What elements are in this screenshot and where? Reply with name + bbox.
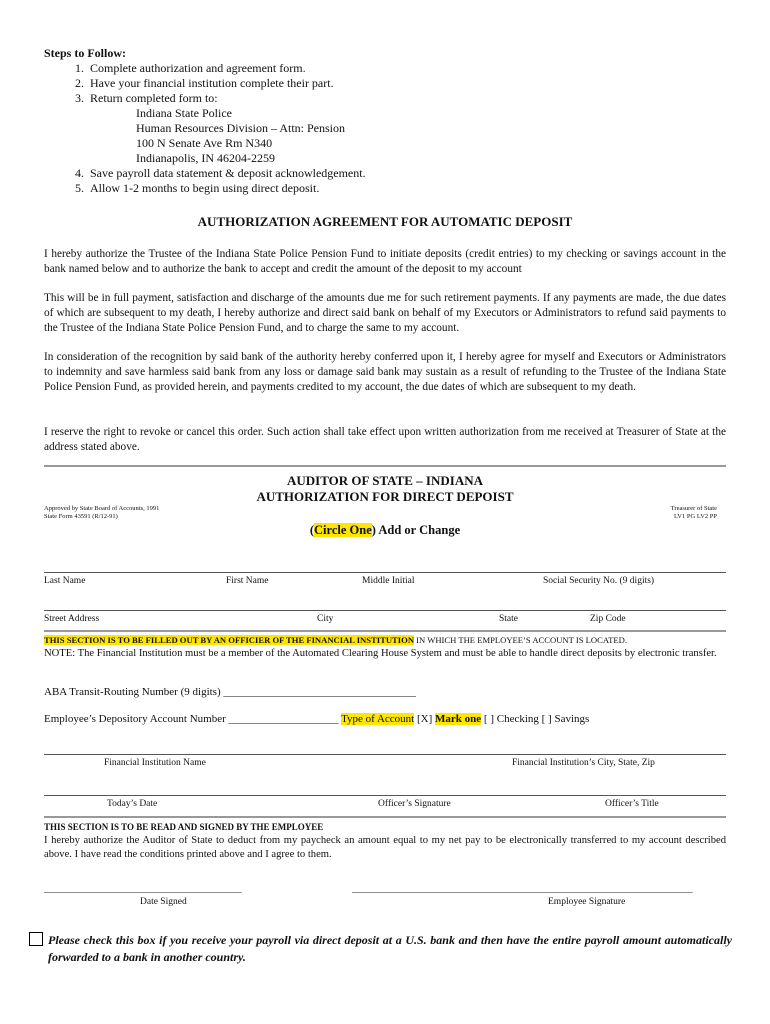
add-or-change-label: ) Add or Change [371, 523, 461, 537]
step-text: Have your financial institution complete their part. [90, 76, 334, 90]
officer-row-line[interactable] [44, 795, 726, 796]
agreement-paragraph-1: I hereby authorize the Trustee of the Indiana State Police Pension Fund to initiate deposits (credit entries) to my checking or savings account in the bank named below and to authorize the bank to accept and credit the amount of the deposit to my account [44, 248, 726, 275]
steps-heading: Steps to Follow: [44, 46, 126, 60]
account-number-field[interactable]: Employee’s Depository Account Number ____________________ [44, 713, 342, 725]
mark-one-label: Mark one [435, 713, 482, 725]
step-number: 4. [75, 166, 84, 180]
steps-section [44, 46, 366, 196]
first-name-label: First Name [226, 576, 269, 586]
foreign-bank-checkbox[interactable] [29, 932, 43, 946]
officer-signature-label: Officer’s Signature [378, 799, 451, 809]
employee-section-heading: THIS SECTION IS TO BE READ AND SIGNED BY THE EMPLOYEE [44, 822, 324, 832]
form-title-1: AUDITOR OF STATE – INDIANA [287, 473, 483, 488]
last-name-label: Last Name [44, 576, 86, 586]
foreign-bank-note: Please check this box if you receive your payroll via direct deposit at a U.S. bank and then have the entire payroll amount automatically forwarded to a bank in another country. [48, 933, 732, 964]
agreement-paragraph-2: This will be in full payment, satisfaction and discharge of the amounts due me for such retirement payments. If any payments are made, the due dates of which are subsequent to my death, I hereby authorize and direct said bank on behalf of my Executors or Administrators to refund said payments to the Trustee of the Indiana State Police Pension Fund, and to charge the same to my account. [44, 292, 726, 334]
step-item [44, 181, 366, 196]
circle-one-label: Circle One [314, 523, 372, 537]
step-text: Complete authorization and agreement form. [90, 61, 306, 75]
employee-signature-line[interactable]: _________________________________________________________________________________ [352, 884, 693, 894]
city-label: City [317, 614, 334, 624]
employee-signature-label: Employee Signature [548, 897, 626, 907]
step-text: Return completed form to: [90, 91, 218, 105]
section-divider [44, 630, 726, 632]
agreement-paragraph-3: In consideration of the recognition by said bank of the authority hereby conferred upon it, I hereby agree for myself and Executors or Administrators to indemnity and save harmless said bank from any loss or damage said bank may sustain as a result of refunding to the Trustee of the Indiana State Police Pension Fund, as provided herein, and payments credited to my account, the due dates of which are subsequent to my death. [44, 351, 726, 393]
treasurer-line: Treasurer of State [670, 505, 717, 512]
todays-date-label: Today’s Date [107, 799, 158, 809]
step-number: 2. [75, 76, 84, 90]
name-row-line[interactable] [44, 572, 726, 573]
section-divider [44, 465, 726, 467]
mailing-address [44, 106, 366, 166]
treasurer-info [671, 505, 717, 521]
account-number-row [44, 713, 589, 725]
address-line: Human Resources Division – Attn: Pension [136, 121, 345, 135]
middle-initial-label: Middle Initial [362, 576, 415, 586]
financial-institution-name-label: Financial Institution Name [104, 758, 206, 768]
form-title-2: AUTHORIZATION FOR DIRECT DEPOIST [256, 489, 514, 504]
step-item [44, 61, 366, 76]
step-item [44, 166, 366, 181]
address-line: Indiana State Police [136, 106, 232, 120]
officer-section-heading [44, 635, 734, 645]
level-codes: LV1 PG LV2 PP [673, 513, 717, 520]
step-number: 3. [75, 91, 84, 105]
section-divider [44, 816, 726, 818]
officer-heading-highlight: THIS SECTION IS TO BE FILLED OUT BY AN OFFICIER OF THE FINANCIAL INSTITUTION [44, 635, 415, 645]
address-line: 100 N Senate Ave Rm N340 [136, 136, 273, 150]
step-text: Allow 1-2 months to begin using direct deposit. [90, 181, 320, 195]
address-row-line[interactable] [44, 610, 726, 611]
step-text: Save payroll data statement & deposit acknowledgement. [90, 166, 366, 180]
add-change-selector[interactable] [0, 523, 770, 538]
date-signed-label: Date Signed [140, 897, 187, 907]
state-form-line: State Form 43591 (R/12-91) [44, 513, 118, 520]
address-line: Indianapolis, IN 46204-2259 [136, 151, 275, 165]
ssn-label: Social Security No. (9 digits) [543, 576, 655, 586]
ach-note: NOTE: The Financial Institution must be a member of the Automated Clearing House System and must be able to handle direct deposits by electronic transfer. [44, 648, 717, 659]
x-mark[interactable]: [X] [414, 713, 436, 725]
paren: ( [309, 523, 315, 537]
approval-info [44, 505, 159, 521]
step-number: 5. [75, 181, 84, 195]
step-number: 1. [75, 61, 84, 75]
state-label: State [499, 614, 518, 624]
step-item [44, 91, 366, 106]
financial-institution-city-label: Financial Institution’s City, State, Zip [512, 758, 655, 768]
account-type-options[interactable]: [ ] Checking [ ] Savings [481, 713, 590, 725]
employee-authorization-text: I hereby authorize the Auditor of State to deduct from my paycheck an amount equal to my net pay to be electronically transferred to my account described above. I have read the conditions printed above and I agree to them. [44, 835, 726, 860]
aba-routing-field[interactable]: ABA Transit-Routing Number (9 digits) ___________________________________ [44, 686, 416, 698]
approval-line: Approved by State Board of Accounts, 1991 [44, 505, 160, 512]
officer-heading-rest: IN WHICH THE EMPLOYEE’S ACCOUNT IS LOCATED. [414, 635, 627, 645]
agreement-title: AUTHORIZATION AGREEMENT FOR AUTOMATIC DEPOSIT [197, 214, 573, 229]
date-signed-line[interactable]: _______________________________________________ [44, 884, 242, 894]
officer-title-label: Officer’s Title [605, 799, 659, 809]
type-of-account-label: Type of Account [341, 713, 415, 725]
step-item [44, 76, 366, 91]
zip-code-label: Zip Code [590, 614, 626, 624]
street-address-label: Street Address [44, 614, 100, 624]
agreement-paragraph-4: I reserve the right to revoke or cancel this order. Such action shall take effect upon written authorization from me received at Treasurer of State at the address stated above. [44, 426, 726, 453]
fi-row-line[interactable] [44, 754, 726, 755]
